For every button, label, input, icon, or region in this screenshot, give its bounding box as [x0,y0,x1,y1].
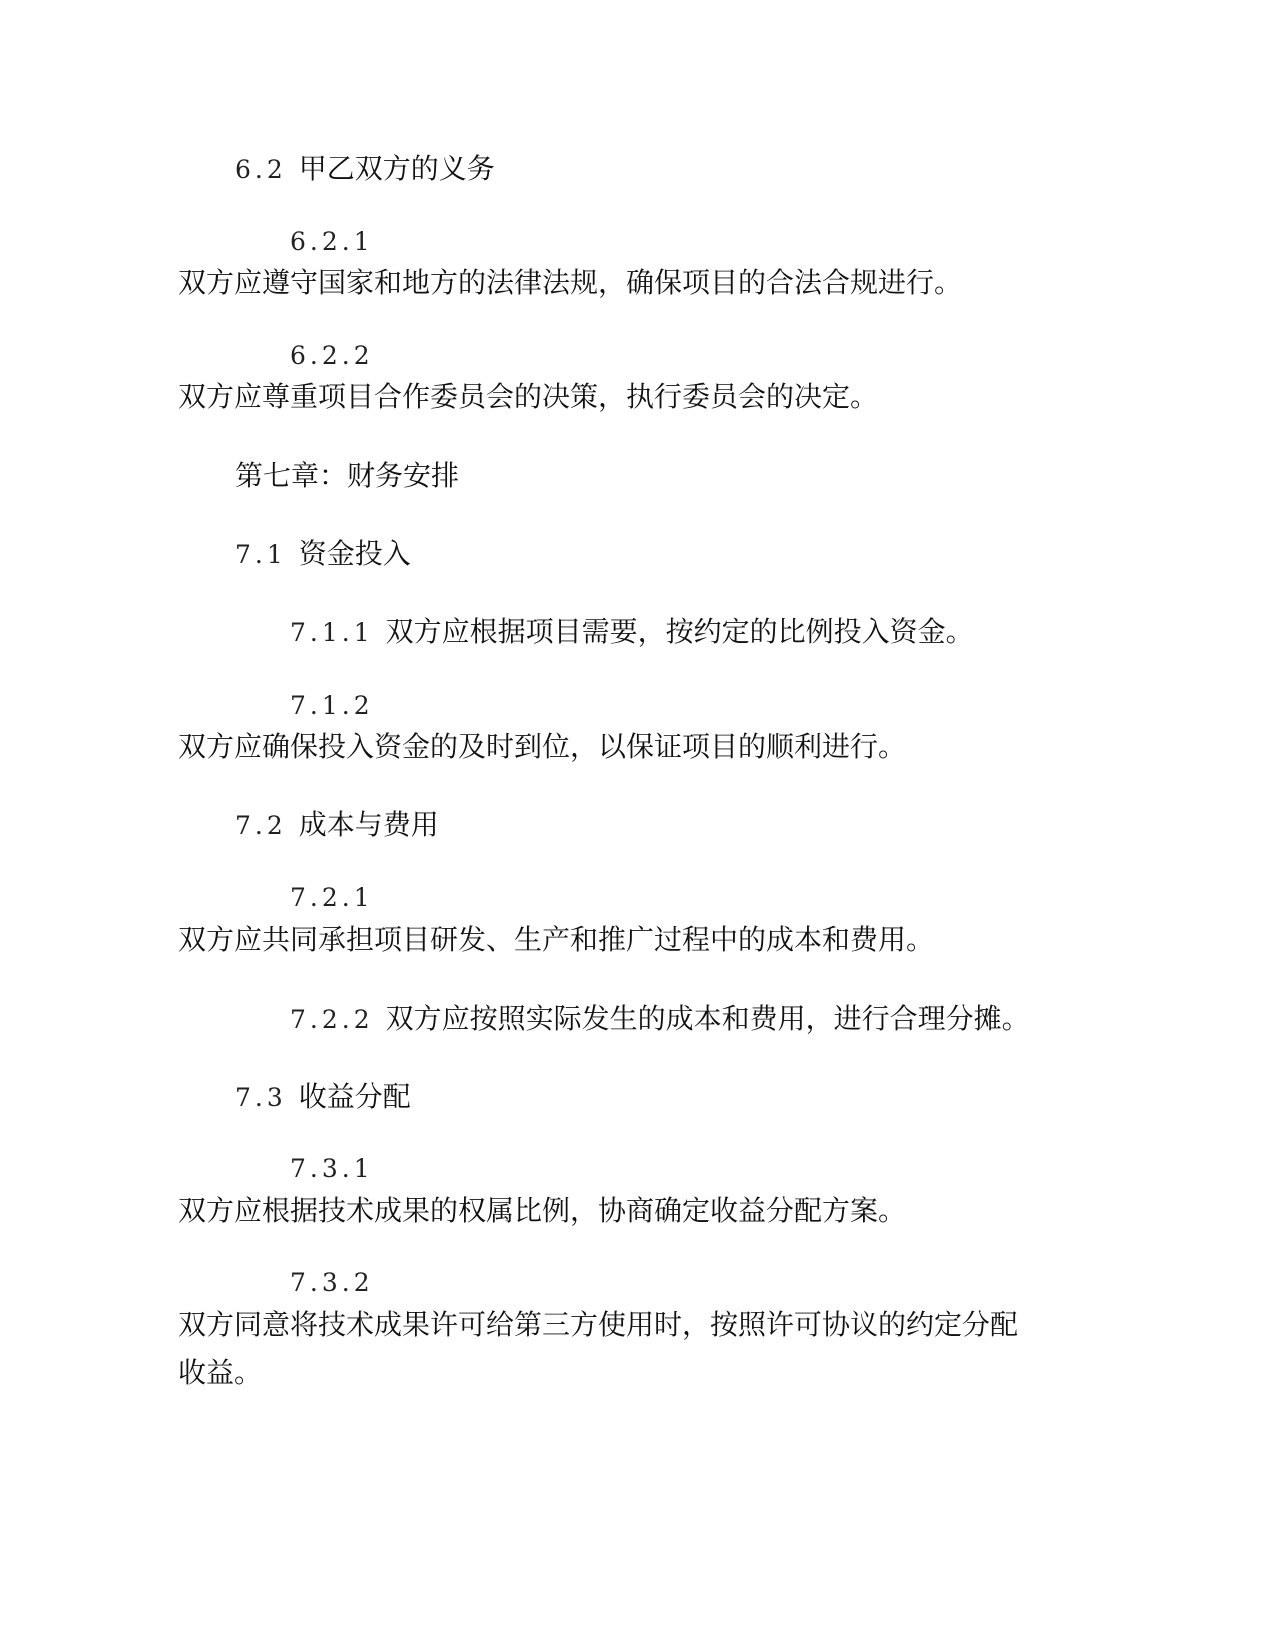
section-heading-7-1 [235,537,411,572]
clause-number: 7.1.2 [290,691,374,720]
clause-7-1-1 [290,615,974,650]
clause-7-2-2 [290,1002,1030,1037]
clause-text-7-3-1: 双方应根据技术成果的权属比例，协商确定收益分配方案。 [178,1194,907,1227]
clause-number-6-2-1 [290,224,374,259]
clause-text: 双方应根据项目需要，按约定的比例投入资金。 [385,615,974,648]
clause-number-7-3-2 [290,1265,374,1300]
clause-number: 7.3.1 [290,1154,374,1183]
section-heading-7-3 [235,1080,411,1115]
clause-number: 7.2.1 [290,883,374,912]
clause-text-7-2-1: 双方应共同承担项目研发、生产和推广过程中的成本和费用。 [178,923,935,956]
clause-number-6-2-2 [290,338,374,373]
clause-text-7-3-2-line2: 收益。 [178,1356,263,1389]
clause-number-7-3-1 [290,1151,374,1186]
section-heading-7-2 [235,808,439,843]
clause-number: 6.2.2 [290,341,374,370]
section-title: 收益分配 [298,1080,411,1113]
clause-number: 7.2.2 [290,1005,374,1034]
clause-number-7-2-1 [290,880,374,915]
clause-text-6-2-2: 双方应尊重项目合作委员会的决策，执行委员会的决定。 [178,380,879,413]
section-number: 7.1 [235,540,287,569]
chapter-heading: 第七章：财务安排 [235,459,460,492]
clause-number: 7.1.1 [290,618,374,647]
clause-number: 7.3.2 [290,1268,374,1297]
clause-text: 双方应按照实际发生的成本和费用，进行合理分摊。 [385,1002,1030,1035]
clause-text-7-3-2-line1: 双方同意将技术成果许可给第三方使用时，按照许可协议的约定分配 [178,1308,1019,1341]
clause-text-6-2-1: 双方应遵守国家和地方的法律法规，确保项目的合法合规进行。 [178,266,963,299]
section-number: 7.3 [235,1083,287,1112]
section-number: 7.2 [235,811,287,840]
clause-number-7-1-2 [290,688,374,723]
section-number: 6.2 [235,155,287,184]
section-heading-6-2 [235,152,495,187]
clause-number: 6.2.1 [290,227,374,256]
section-title: 成本与费用 [298,808,439,841]
clause-text-7-1-2: 双方应确保投入资金的及时到位，以保证项目的顺利进行。 [178,730,907,763]
section-title: 资金投入 [298,537,411,570]
section-title: 甲乙双方的义务 [298,152,495,185]
